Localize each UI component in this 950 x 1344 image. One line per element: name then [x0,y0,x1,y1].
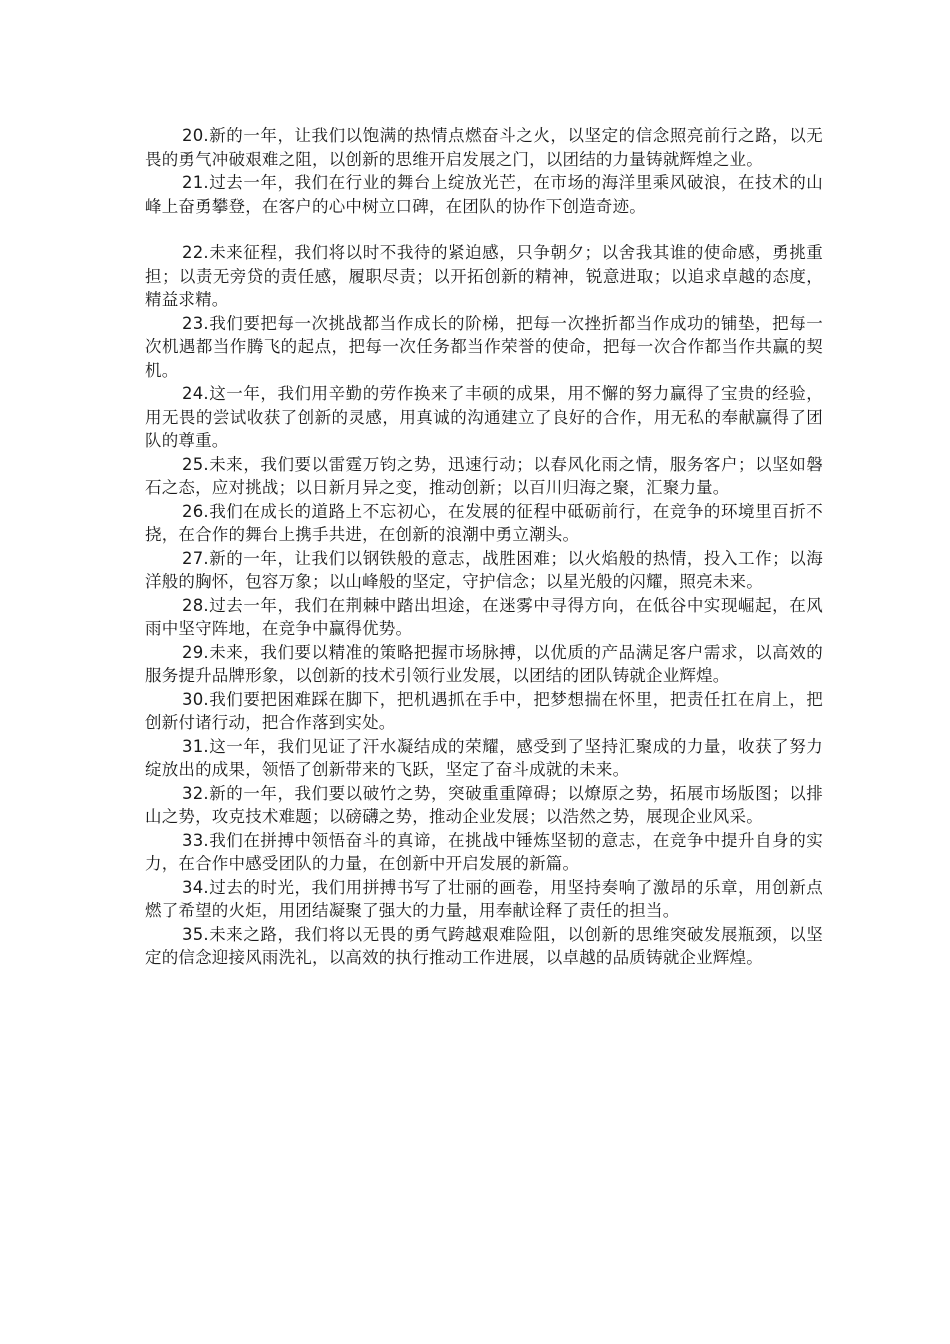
paragraph-28: 28.过去一年，我们在荆棘中踏出坦途，在迷雾中寻得方向，在低谷中实现崛起，在风雨中坚守阵地，在竞争中赢得优势。 [145,595,823,638]
paragraph-30: 30.我们要把困难踩在脚下，把机遇抓在手中，把梦想揣在怀里，把责任扛在肩上，把创新付诸行动，把合作落到实处。 [145,689,823,732]
paragraph-25: 25.未来，我们要以雷霆万钧之势，迅速行动；以春风化雨之情，服务客户；以坚如磐石之态，应对挑战；以日新月异之变，推动创新；以百川归海之聚，汇聚力量。 [145,454,823,497]
paragraph-27: 27.新的一年，让我们以钢铁般的意志，战胜困难；以火焰般的热情，投入工作；以海洋般的胸怀，包容万象；以山峰般的坚定，守护信念；以星光般的闪耀，照亮未来。 [145,548,823,591]
paragraph-26: 26.我们在成长的道路上不忘初心，在发展的征程中砥砺前行，在竞争的环境里百折不挠，在合作的舞台上携手共进，在创新的浪潮中勇立潮头。 [145,501,823,544]
paragraph-32: 32.新的一年，我们要以破竹之势，突破重重障碍；以燎原之势，拓展市场版图；以排山之势，攻克技术难题；以磅礴之势，推动企业发展；以浩然之势，展现企业风采。 [145,783,823,826]
paragraph-31: 31.这一年，我们见证了汗水凝结成的荣耀，感受到了坚持汇聚成的力量，收获了努力绽放出的成果，领悟了创新带来的飞跃，坚定了奋斗成就的未来。 [145,736,823,779]
document-body [145,124,823,970]
paragraph-21: 21.过去一年，我们在行业的舞台上绽放光芒，在市场的海洋里乘风破浪，在技术的山峰上奋勇攀登，在客户的心中树立口碑，在团队的协作下创造奇迹。 [145,173,823,216]
paragraph-35: 35.未来之路，我们将以无畏的勇气跨越艰难险阻，以创新的思维突破发展瓶颈，以坚定的信念迎接风雨洗礼，以高效的执行推动工作进展，以卓越的品质铸就企业辉煌。 [145,924,823,967]
paragraph-34: 34.过去的时光，我们用拼搏书写了壮丽的画卷，用坚持奏响了激昂的乐章，用创新点燃了希望的火炬，用团结凝聚了强大的力量，用奉献诠释了责任的担当。 [145,877,823,920]
paragraph-23: 23.我们要把每一次挑战都当作成长的阶梯，把每一次挫折都当作成功的铺垫，把每一次机遇都当作腾飞的起点，把每一次任务都当作荣誉的使命，把每一次合作都当作共赢的契机。 [145,313,823,380]
paragraph-24: 24.这一年，我们用辛勤的劳作换来了丰硕的成果，用不懈的努力赢得了宝贵的经验，用无畏的尝试收获了创新的灵感，用真诚的沟通建立了良好的合作，用无私的奉献赢得了团队的尊重。 [145,384,823,450]
paragraph-22: 22.未来征程，我们将以时不我待的紧迫感，只争朝夕；以舍我其谁的使命感，勇挑重担；以责无旁贷的责任感，履职尽责；以开拓创新的精神，锐意进取；以追求卓越的态度，精益求精。 [145,243,823,309]
paragraph-20: 20.新的一年，让我们以饱满的热情点燃奋斗之火，以坚定的信念照亮前行之路，以无畏的勇气冲破艰难之阻，以创新的思维开启发展之门，以团结的力量铸就辉煌之业。 [145,126,823,169]
paragraph-29: 29.未来，我们要以精准的策略把握市场脉搏，以优质的产品满足客户需求，以高效的服务提升品牌形象，以创新的技术引领行业发展，以团结的团队铸就企业辉煌。 [145,642,823,685]
paragraph-33: 33.我们在拼搏中领悟奋斗的真谛，在挑战中锤炼坚韧的意志，在竞争中提升自身的实力，在合作中感受团队的力量，在创新中开启发展的新篇。 [145,830,823,873]
